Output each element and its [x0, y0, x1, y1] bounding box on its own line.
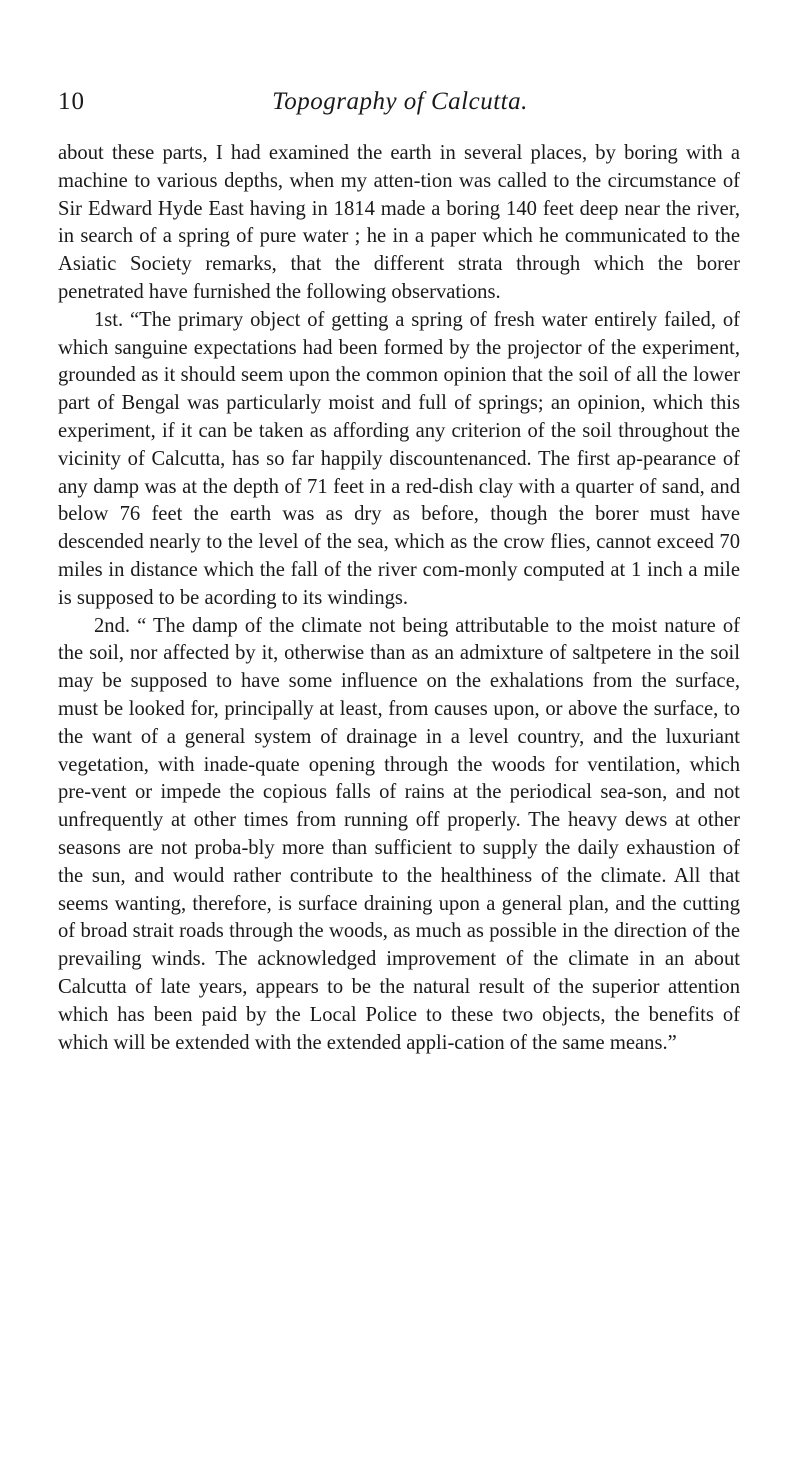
page-number: 10 — [58, 88, 85, 115]
paragraph-first-observation: 1st. “The primary object of getting a spring of fresh water entirely failed, of which sanguine expectations had been formed by the projector of the experiment, grounded as it should seem upon the common opinion that the soil of all the lower part of Bengal was particularly moist and full of springs; an opinion, which this experiment, if it can be taken as affording any criterion of the soil throughout the vicinity of Calcutta, has so far happily discountenanced. The first ap-pearance of any damp was at the depth of 71 feet in a red-dish clay with a quarter of sand, and below 76 feet the earth was as dry as before, though the borer must have descended nearly to the level of the sea, which as the crow flies, cannot exceed 70 miles in distance which the fall of the river com-monly computed at 1 inch a mile is supposed to be acording to its windings. — [58, 308, 740, 609]
page-header — [58, 88, 742, 128]
paragraph-intro: about these parts, I had examined the earth in several places, by boring with a machine to various depths, when my atten-tion was called to the circumstance of Sir Edward Hyde East having in 1814 made a boring 140 feet deep near the river, in search of a spring of pure water ; he in a paper which he communicated to the Asiatic Society remarks, that the different strata through which the borer penetrated have furnished the following observations. — [58, 142, 740, 303]
body-text — [58, 140, 740, 1057]
running-title: Topography of Calcutta. — [272, 88, 528, 115]
paragraph-second-observation: 2nd. “ The damp of the climate not being attributable to the moist nature of the soil, nor affected by it, otherwise than as an admixture of saltpetere in the soil may be supposed to have some influence on the exhalations from the surface, must be looked for, principally at least, from causes upon, or above the surface, to the want of a general system of drainage in a level country, and the luxuriant vegetation, with inade-quate opening through the woods for ventilation, which pre-vent or impede the copious falls of rains at the periodical sea-son, and not unfrequently at other times from running off properly. The heavy dews at other seasons are not proba-bly more than sufficient to supply the daily exhaustion of the sun, and would rather contribute to the healthiness of the climate. All that seems wanting, therefore, is surface draining upon a general plan, and the cutting of broad strait roads through the woods, as much as possible in the direction of the prevailing winds. The acknowledged improvement of the climate in an about Calcutta of late years, appears to be the natural result of the superior attention which has been paid by the Local Police to these two objects, the benefits of which will be extended with the extended appli-cation of the same means.” — [58, 614, 740, 1054]
